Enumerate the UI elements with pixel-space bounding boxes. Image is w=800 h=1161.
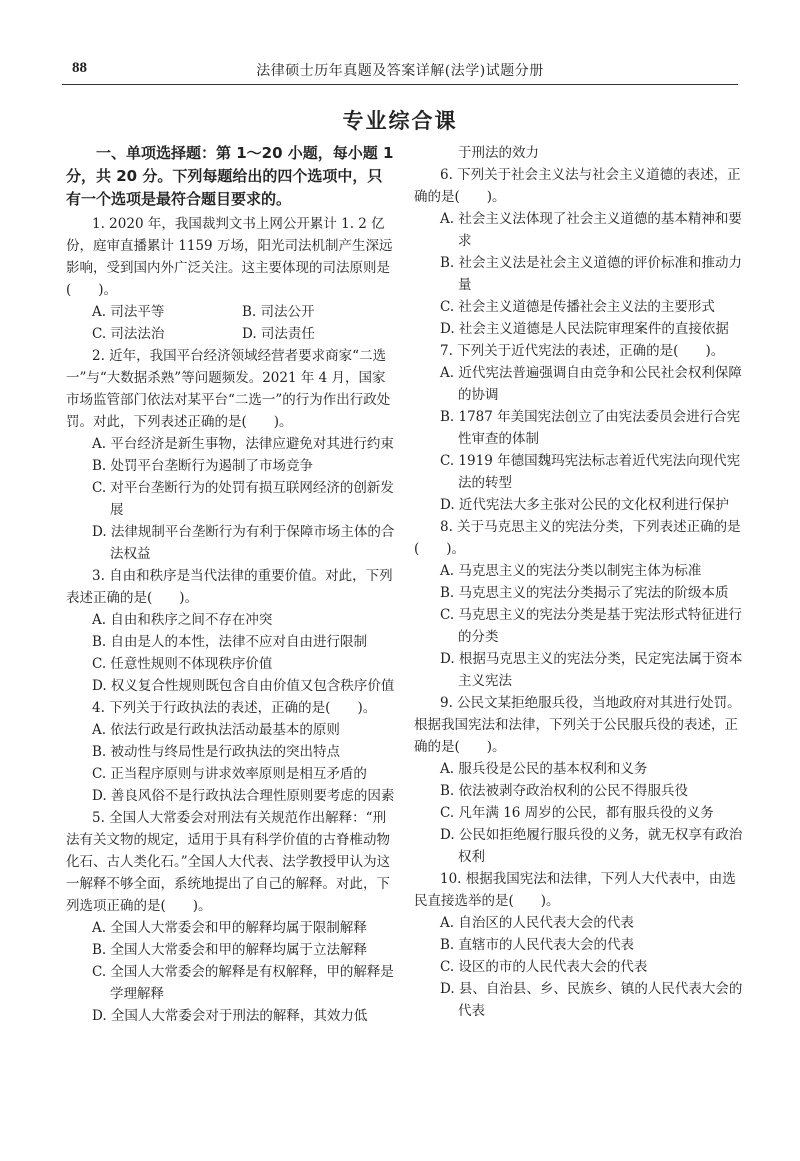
option-row [66, 301, 396, 323]
option-c[interactable]: C. 凡年满 16 周岁的公民，都有服兵役的义务 [440, 805, 714, 821]
option-c[interactable]: C. 对平台垄断行为的处罚有损互联网经济的创新发展 [92, 480, 394, 518]
option-a[interactable]: A. 马克思主义的宪法分类以制宪主体为标准 [440, 563, 702, 579]
question-stem: 3. 自由和秩序是当代法律的重要价值。对此，下列表述正确的是( )。 [66, 568, 393, 606]
option-c[interactable]: C. 设区的市的人民代表大会的代表 [440, 959, 648, 975]
option-d-continued: 于刑法的效力 [458, 145, 539, 161]
question-9 [414, 692, 744, 868]
option-c[interactable]: C. 司法法治 [92, 326, 165, 342]
question-stem: 4. 下列关于行政执法的表述，正确的是( )。 [92, 700, 377, 716]
option-d[interactable]: D. 根据马克思主义的宪法分类，民定宪法属于资本主义宪法 [440, 651, 743, 689]
option-c[interactable]: C. 全国人大常委会的解释是有权解释，甲的解释是学理解释 [92, 964, 394, 1002]
option-a[interactable]: A. 服兵役是公民的基本权利和义务 [440, 761, 648, 777]
option-b[interactable]: B. 司法公开 [242, 304, 315, 320]
option-b[interactable]: B. 马克思主义的宪法分类揭示了宪法的阶级本质 [440, 585, 729, 601]
book-title: 法律硕士历年真题及答案详解(法学)试题分册 [256, 63, 544, 79]
question-stem: 2. 近年，我国平台经济领域经营者要求商家“二选一”与“大数据杀熟”等问题频发。2021 年 4 月，国家市场监管部门依法对某平台“二选一”的行为作出行政处罚。对此，下列表述正确的是( )。 [66, 348, 391, 430]
option-b[interactable]: B. 1787 年美国宪法创立了由宪法委员会进行合宪性审查的体制 [440, 409, 741, 447]
option-b[interactable]: B. 直辖市的人民代表大会的代表 [440, 937, 635, 953]
option-c[interactable]: C. 马克思主义的宪法分类是基于宪法形式特征进行的分类 [440, 607, 742, 645]
question-stem: 5. 全国人大常委会对刑法有关规范作出解释：“刑法有关文物的规定，适用于具有科学价值的古脊椎动物化石、古人类化石。”全国人大代表、法学教授甲认为这一解释不够全面，系统地提出了自己的解释。对此，下列选项正确的是( )。 [66, 810, 391, 914]
question-stem: 6. 下列关于社会主义法与社会主义道德的表述，正确的是( )。 [414, 167, 741, 205]
question-stem: 10. 根据我国宪法和法律，下列人大代表中，由选民直接选举的是( )。 [414, 871, 736, 909]
option-b[interactable]: B. 依法被剥夺政治权利的公民不得服兵役 [440, 783, 689, 799]
option-d[interactable]: D. 善良风俗不是行政执法合理性原则要考虑的因素 [92, 788, 395, 804]
option-c[interactable]: C. 社会主义道德是传播社会主义法的主要形式 [440, 299, 715, 315]
question-10 [414, 868, 744, 1022]
running-header [62, 52, 738, 85]
option-c[interactable]: C. 任意性规则不体现秩序价值 [92, 656, 273, 672]
question-4 [66, 697, 396, 807]
option-b[interactable]: B. 社会主义法是社会主义道德的评价标准和推动力量 [440, 255, 743, 293]
question-6 [414, 164, 744, 340]
option-b[interactable]: B. 自由是人的本性，法律不应对自由进行限制 [92, 634, 368, 650]
question-3 [66, 565, 396, 697]
option-d[interactable]: D. 公民如拒绝履行服兵役的义务，就无权享有政治权利 [440, 827, 743, 865]
right-column [414, 142, 744, 1022]
option-b[interactable]: B. 处罚平台垄断行为遏制了市场竞争 [92, 458, 314, 474]
option-d[interactable]: D. 司法责任 [242, 326, 315, 342]
question-7 [414, 340, 744, 516]
option-d[interactable]: D. 社会主义道德是人民法院审理案件的直接依据 [440, 321, 729, 337]
option-a[interactable]: A. 依法行政是行政执法活动最基本的原则 [92, 722, 340, 738]
question-stem: 9. 公民文某拒绝服兵役，当地政府对其进行处罚。根据我国宪法和法律，下列关于公民服兵役的表述，正确的是( )。 [414, 695, 741, 755]
left-column [66, 142, 396, 1027]
option-c[interactable]: C. 1919 年德国魏玛宪法标志着近代宪法向现代宪法的转型 [440, 453, 741, 491]
question-1 [66, 213, 396, 345]
option-a[interactable]: A. 全国人大常委会和甲的解释均属于限制解释 [92, 920, 367, 936]
option-d[interactable]: D. 县、自治县、乡、民族乡、镇的人民代表大会的代表 [440, 981, 743, 1019]
option-d[interactable]: D. 法律规制平台垄断行为有利于保障市场主体的合法权益 [92, 524, 395, 562]
section-instructions: 一、单项选择题：第 1～20 小题，每小题 1 分，共 20 分。下列每题给出的四个选项中，只有一个选项是最符合题目要求的。 [66, 144, 394, 208]
question-stem: 8. 关于马克思主义的宪法分类，下列表述正确的是( )。 [414, 519, 741, 557]
option-a[interactable]: A. 近代宪法普遍强调自由竞争和公民社会权利保障的协调 [440, 365, 742, 403]
question-stem: 1. 2020 年，我国裁判文书上网公开累计 1. 2 亿份，庭审直播累计 1159 万场，阳光司法机制产生深远影响，受到国内外广泛关注。这主要体现的司法原则是( )。 [66, 216, 393, 298]
page-number: 88 [72, 60, 87, 76]
option-a[interactable]: A. 自由和秩序之间不存在冲突 [92, 612, 273, 628]
section-title: 专业综合课 [342, 109, 458, 133]
option-d[interactable]: D. 全国人大常委会对于刑法的解释，其效力低 [92, 1008, 368, 1024]
question-stem: 7. 下列关于近代宪法的表述，正确的是( )。 [440, 343, 725, 359]
option-a[interactable]: A. 平台经济是新生事物，法律应避免对其进行约束 [92, 436, 394, 452]
option-d[interactable]: D. 近代宪法大多主张对公民的文化权利进行保护 [440, 497, 729, 513]
question-8 [414, 516, 744, 692]
option-row [66, 323, 396, 345]
option-b[interactable]: B. 被动性与终局性是行政执法的突出特点 [92, 744, 341, 760]
option-a[interactable]: A. 司法平等 [92, 304, 165, 320]
option-d[interactable]: D. 权义复合性规则既包含自由价值又包含秩序价值 [92, 678, 395, 694]
option-b[interactable]: B. 全国人大常委会和甲的解释均属于立法解释 [92, 942, 368, 958]
option-a[interactable]: A. 自治区的人民代表大会的代表 [440, 915, 634, 931]
question-5 [66, 807, 396, 1027]
option-c[interactable]: C. 正当程序原则与讲求效率原则是相互矛盾的 [92, 766, 367, 782]
option-a[interactable]: A. 社会主义法体现了社会主义道德的基本精神和要求 [440, 211, 742, 249]
question-2 [66, 345, 396, 565]
